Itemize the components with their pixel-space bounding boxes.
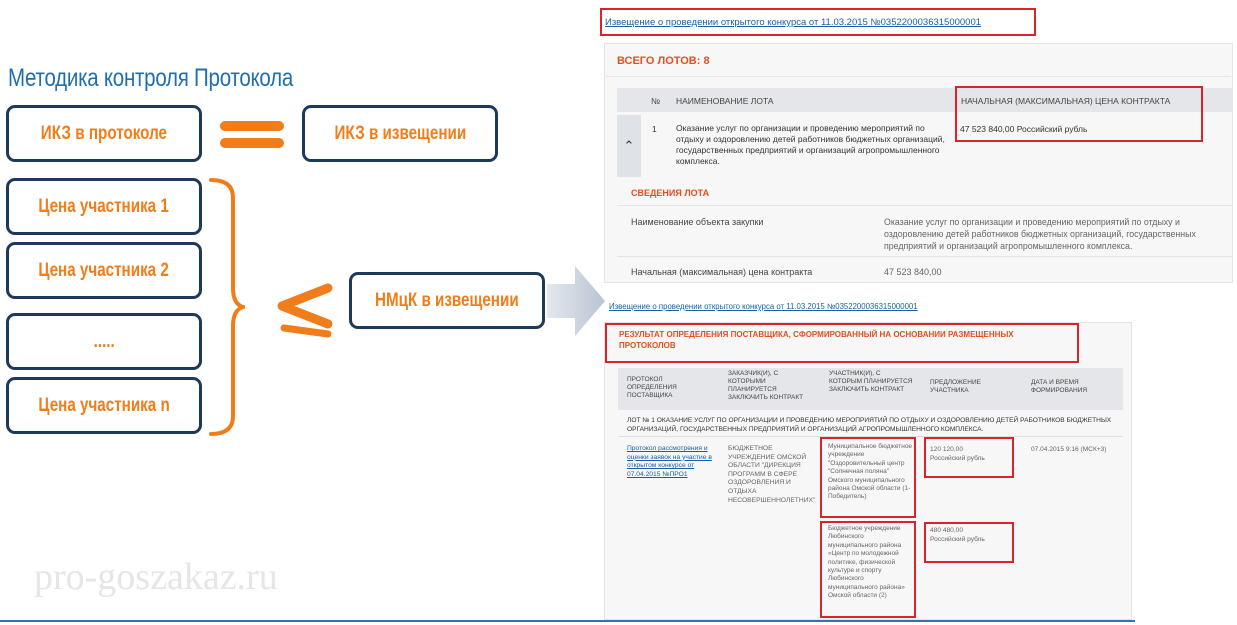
col-price: НАЧАЛЬНАЯ (МАКСИМАЛЬНАЯ) ЦЕНА КОНТРАКТА [961, 96, 1171, 106]
ikz-protocol-box [6, 105, 202, 162]
participant-n-label: Цена участника n [38, 394, 170, 416]
lot-row-name: Оказание услуг по организации и проведению мероприятий по отдыху и оздоровлению детей работников бюджетных организаций, государственных предприятий и организаций агропромышленного комплекса. [676, 123, 945, 166]
price-highlight-frame [955, 86, 1203, 142]
collapse-chevron-icon[interactable]: ⌃ [617, 115, 641, 177]
ikz-notice-label: ИКЗ в извещении [334, 122, 466, 144]
lot-line: ЛОТ № 1 ОКАЗАНИЕ УСЛУГ ПО ОРГАНИЗАЦИИ И ПРОВЕДЕНИЮ МЕРОПРИЯТИЙ ПО ОТДЫХУ И ОЗДОРОВЛЕНИЮ ДЕТЕЙ РАБОТНИКОВ БЮДЖЕТНЫХ ОРГАНИЗАЦИЙ, ГОСУДАРСТВЕННЫХ ПРЕДПРИЯТИЙ И ОРГАНИЗАЦИЙ АГРОПРОМЫШЛЕННОГО КОМПЛЕКСА. [627, 417, 1112, 433]
notice-link[interactable]: Извещение о проведении открытого конкурса от 11.03.2015 №0352200036315000001 [605, 17, 982, 28]
formation-date: 07.04.2015 9:16 (МСК+3) [1031, 446, 1107, 453]
divider [617, 205, 1233, 206]
participant-n-box [6, 377, 202, 434]
offer-1-amount: 120 120,00 [930, 446, 964, 453]
nmck-label: Начальная (максимальная) цена контракта [631, 267, 813, 277]
watermark-text: pro-goszakaz.ru [34, 556, 278, 598]
col-lot-name: НАИМЕНОВАНИЕ ЛОТА [676, 96, 774, 106]
col-protocol: ПРОТОКОЛ ОПРЕДЕЛЕНИЯ ПОСТАВЩИКА [627, 376, 677, 399]
col-no: № [651, 96, 661, 106]
col-date: ДАТА И ВРЕМЯ ФОРМИРОВАНИЯ [1031, 379, 1088, 394]
col-offer: ПРЕДЛОЖЕНИЕ УЧАСТНИКА [930, 379, 981, 394]
lot-row-no: 1 [652, 124, 657, 134]
lots-total: ВСЕГО ЛОТОВ: 8 [617, 55, 710, 67]
participant-1-box [6, 178, 202, 235]
participant-1-value: Муниципальное бюджетное учреждение "Оздоровительный центр "Солнечная поляна" Омского муниципального района Омской области (1-Победитель) [828, 443, 913, 501]
ikz-protocol-label: ИКЗ в протоколе [40, 122, 168, 144]
participant-2-value: Бюджетное учреждение Любинского муниципального района «Центр по молодежной политике, физической культуре и спорту Любинского муниципального района» Омской области (2) [828, 525, 905, 600]
offer-2-amount: 480 480,00 [930, 527, 964, 534]
participant-2-label: Цена участника 2 [38, 259, 170, 281]
result-header: РЕЗУЛЬТАТ ОПРЕДЕЛЕНИЯ ПОСТАВЩИКА, СФОРМИРОВАННЫЙ НА ОСНОВАНИИ РАЗМЕЩЕННЫХ ПРОТОКОЛОВ [619, 330, 1014, 350]
nmck-notice-label: НМцК в извещении [375, 289, 519, 311]
lot-row-price: 47 523 840,00 Российский рубль [960, 124, 1088, 134]
methodology-title: Методика контроля Протокола [8, 64, 294, 92]
result-notice-link[interactable]: Извещение о проведении открытого конкурса от 11.03.2015 №0352200036315000001 [609, 302, 918, 311]
less-or-equal-icon [270, 280, 334, 338]
ikz-notice-box [302, 105, 498, 162]
divider [606, 76, 1231, 77]
object-value: Оказание услуг по организации и проведению мероприятий по отдыху и оздоровлению детей работников бюджетных организаций, государственных предприятий и организаций агропромышленного комплекса. [884, 217, 1196, 251]
arrow-right-icon [545, 262, 607, 340]
offer-1-currency: Российский рубль [930, 455, 985, 462]
protocol-link[interactable]: Протокол рассмотрения и оценки заявок на участие в открытом конкурсе от 07.04.2015 №ПРО1 [627, 445, 712, 478]
divider [617, 256, 1233, 257]
lot-info-header: СВЕДЕНИЯ ЛОТА [631, 188, 710, 198]
col-customer: ЗАКАЗЧИК(И), С КОТОРЫМИ ПЛАНИРУЕТСЯ ЗАКЛЮЧИТЬ КОНТРАКТ [728, 370, 804, 401]
ellipsis-box [6, 313, 202, 370]
nmck-notice-box [349, 272, 545, 329]
col-participant: УЧАСТНИК(И), С КОТОРЫМ ПЛАНИРУЕТСЯ ЗАКЛЮЧИТЬ КОНТРАКТ [829, 370, 913, 393]
participant-2-box [6, 242, 202, 299]
bottom-rule [0, 620, 1135, 622]
participant-1-label: Цена участника 1 [38, 195, 170, 217]
customer-value: БЮДЖЕТНОЕ УЧРЕЖДЕНИЕ ОМСКОЙ ОБЛАСТИ "ДИРЕКЦИЯ ПРОГРАММ В СФЕРЕ ОЗДОРОВЛЕНИЯ И ОТДЫХА НЕСОВЕРШЕННОЛЕТНИХ" [728, 445, 816, 504]
offer-2-currency: Российский рубль [930, 536, 985, 543]
curly-brace-icon [205, 176, 245, 438]
equals-icon [220, 121, 284, 149]
ellipsis-label: ..... [93, 330, 115, 352]
nmck-value: 47 523 840,00 [884, 267, 942, 277]
object-label: Наименование объекта закупки [631, 217, 764, 227]
